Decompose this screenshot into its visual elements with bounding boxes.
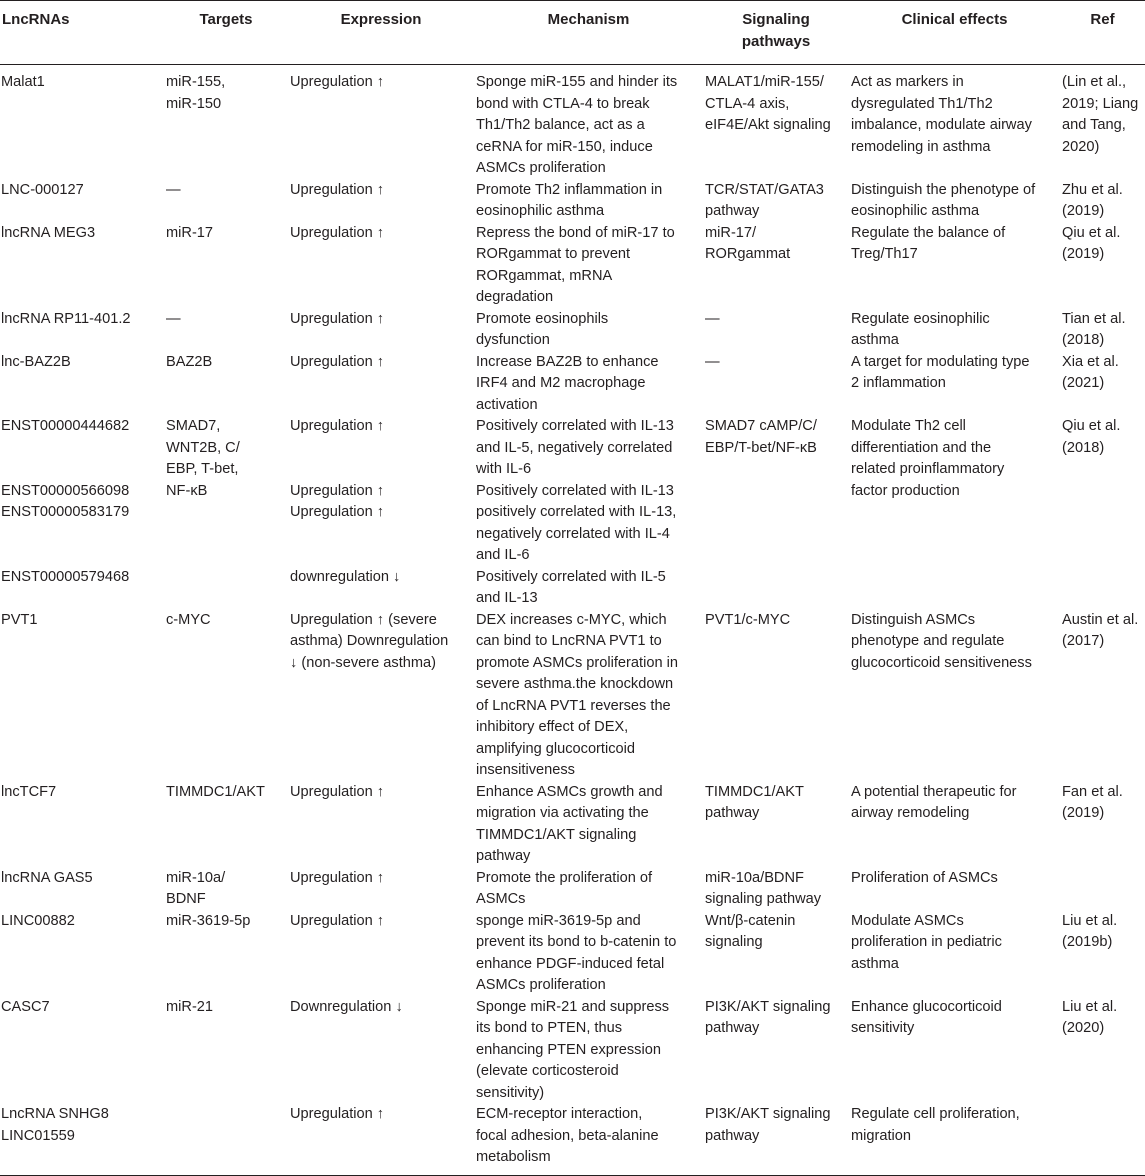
signaling-cell: PI3K/AKT signaling pathway [705,998,831,1036]
ref-cell [1060,1104,1145,1175]
ref-cell: Tian et al. (2018) [1062,310,1126,348]
targets-cell: TIMMDC1/AKT [166,783,265,800]
lncrna-cell: lncRNA MEG3 [1,224,96,241]
signaling-cell: TIMMDC1/AKT pathway [705,783,804,821]
targets-cell: NF-κB [166,482,208,499]
header-ref: Ref [1090,11,1115,28]
table-row [0,416,1145,481]
table-body [0,65,1145,1176]
table-row [0,352,1145,417]
mechanism-cell: Positively correlated with IL-13 positively correlated with IL-13, negatively correlated with IL-4 and IL-6 [476,482,677,563]
table-row [0,223,1145,309]
clinical-effects-cell: Regulate cell proliferation, migration [851,1106,1020,1144]
targets-cell: BAZ2B [166,353,213,370]
mechanism-cell: Promote Th2 inflammation in eosinophilic asthma [476,181,663,219]
signaling-cell: miR-10a/BDNF signaling pathway [705,869,822,907]
signaling-cell: Wnt/β-catenin signaling [705,912,796,950]
clinical-effects-cell: Distinguish ASMCs phenotype and regulate glucocorticoid sensitiveness [851,611,1032,671]
table-row [0,911,1145,997]
mechanism-cell: Promote eosinophils dysfunction [476,310,609,348]
table-row [0,868,1145,911]
lncrna-cell: PVT1 [1,611,38,628]
signaling-cell: PI3K/AKT signaling pathway [705,1106,831,1144]
signaling-cell: SMAD7 cAMP/C/ EBP/T-bet/NF-κB [705,418,817,456]
table-row [0,997,1145,1105]
ref-cell: Liu et al. (2020) [1062,998,1118,1036]
targets-cell [164,567,288,610]
clinical-effects-cell: Distinguish the phenotype of eosinophilic asthma [851,181,1036,219]
mechanism-cell: Promote the proliferation of ASMCs [476,869,653,907]
expression-cell: Upregulation ↑ [290,1106,385,1122]
header-targets: Targets [199,11,253,28]
signaling-cell: MALAT1/miR-155/ CTLA-4 axis, eIF4E/Akt signaling [705,74,831,133]
clinical-effects-cell: Enhance glucocorticoid sensitivity [851,998,1002,1036]
targets-cell: miR-10a/ BDNF [166,869,226,907]
table-row [0,481,1145,567]
expression-cell: Upregulation ↑ [290,418,385,434]
signaling-cell: TCR/STAT/GATA3 pathway [705,181,824,219]
lncrna-cell: lncRNA RP11-401.2 [1,310,131,327]
signaling-cell [703,567,849,610]
ref-cell: Austin et al. (2017) [1062,611,1139,649]
expression-cell: Upregulation ↑ (severe asthma) Downregulation ↓ (non-severe asthma) [290,611,449,671]
clinical-effects-cell: Regulate eosinophilic asthma [851,310,990,348]
targets-cell: miR-3619-5p [166,912,251,929]
mechanism-cell: ECM-receptor interaction, focal adhesion, beta-alanine metabolism [476,1106,659,1165]
clinical-effects-cell: A potential therapeutic for airway remodeling [851,783,1017,821]
expression-cell: Upregulation ↑ Upregulation ↑ [290,482,385,520]
ref-cell: Liu et al. (2019b) [1062,912,1118,950]
ref-cell: Zhu et al. (2019) [1062,181,1123,219]
lncrna-cell: lncRNA GAS5 [1,869,93,886]
targets-cell: miR-17 [166,224,214,241]
ref-cell: Fan et al. (2019) [1062,783,1123,821]
table-row [0,309,1145,352]
mechanism-cell: Enhance ASMCs growth and migration via activating the TIMMDC1/AKT signaling pathway [476,783,663,864]
lncrna-cell: lnc-BAZ2B [1,353,71,370]
expression-cell: Upregulation ↑ [290,783,385,800]
signaling-cell: — [705,310,720,327]
lncrna-cell: LINC00882 [1,912,75,929]
lncrna-cell: Malat1 [1,74,45,90]
lncrna-cell: LncRNA SNHG8 LINC01559 [1,1106,109,1144]
mechanism-cell: DEX increases c-MYC, which can bind to LncRNA PVT1 to promote ASMCs proliferation in severe asthma.the knockdown of LncRNA PVT1 reverses the inhibitory effect of DEX, amplifying glucocorticoid insensitiveness [476,611,678,778]
table-row [0,610,1145,782]
signaling-cell [703,481,849,567]
header-lncrnas: LncRNAs [2,11,70,28]
expression-cell: Upregulation ↑ [290,869,385,886]
ref-cell: (Lin et al., 2019; Liang and Tang, 2020) [1062,74,1139,155]
mechanism-cell: Sponge miR-21 and suppress its bond to PTEN, thus enhancing PTEN expression (elevate corticosteroid sensitivity) [476,998,670,1101]
mechanism-cell: Repress the bond of miR-17 to RORgammat to prevent RORgammat, mRNA degradation [476,224,675,305]
signaling-cell: miR-17/ RORgammat [705,224,791,262]
clinical-effects-cell: factor production [851,482,960,499]
expression-cell: Upregulation ↑ [290,224,385,241]
mechanism-cell: Increase BAZ2B to enhance IRF4 and M2 macrophage activation [476,353,659,413]
header-signaling-pathways: Signaling pathways [741,11,811,50]
clinical-effects-cell: Modulate Th2 cell differentiation and the related proinflammatory [851,418,1005,477]
ref-cell [1060,567,1145,610]
expression-cell: Upregulation ↑ [290,353,385,370]
clinical-effects-cell: Act as markers in dysregulated Th1/Th2 imbalance, modulate airway remodeling in asthma [851,74,1032,155]
ref-cell [1060,868,1145,911]
signaling-cell: — [705,353,720,370]
lncrna-cell: ENST00000579468 [1,568,130,585]
targets-cell: SMAD7, WNT2B, C/ EBP, T-bet, [166,418,240,477]
table-row [0,1104,1145,1175]
targets-cell: miR-21 [166,998,214,1015]
expression-cell: Upregulation ↑ [290,74,385,90]
header-mechanism: Mechanism [547,11,630,28]
clinical-effects-cell [849,567,1060,610]
signaling-cell: PVT1/c-MYC [705,611,791,628]
expression-cell: Upregulation ↑ [290,181,385,198]
targets-cell: miR-155, miR-150 [166,74,226,112]
lncrna-cell: LNC-000127 [1,181,84,198]
header-expression: Expression [340,11,422,28]
lncrna-cell: lncTCF7 [1,783,57,800]
table-row [0,567,1145,610]
expression-cell: Upregulation ↑ [290,912,385,929]
expression-cell: Downregulation ↓ [290,998,403,1015]
targets-cell: — [166,310,181,327]
targets-cell: c-MYC [166,611,211,628]
lncrna-cell: ENST00000444682 [1,418,130,434]
clinical-effects-cell: Regulate the balance of Treg/Th17 [851,224,1006,262]
clinical-effects-cell: A target for modulating type 2 inflammation [851,353,1030,391]
lncrna-cell: ENST00000566098 ENST00000583179 [1,482,130,520]
lncrna-cell: CASC7 [1,998,50,1015]
table-row [0,65,1145,180]
table-row [0,782,1145,868]
table-row [0,180,1145,223]
ref-cell: Qiu et al. (2019) [1062,224,1121,262]
mechanism-cell: Positively correlated with IL-5 and IL-13 [476,568,666,606]
expression-cell: downregulation ↓ [290,568,401,585]
ref-cell: Xia et al. (2021) [1062,353,1119,391]
targets-cell [164,1104,288,1175]
expression-cell: Upregulation ↑ [290,310,385,327]
ref-cell [1060,481,1145,567]
clinical-effects-cell: Modulate ASMCs proliferation in pediatric asthma [851,912,1002,972]
table-header-row [0,1,1145,65]
mechanism-cell: Positively correlated with IL-13 and IL-5, negatively correlated with IL-6 [476,418,674,477]
header-clinical-effects: Clinical effects [901,11,1008,28]
mechanism-cell: sponge miR-3619-5p and prevent its bond to b-catenin to enhance PDGF-induced fetal ASMCs proliferation [476,912,677,993]
mechanism-cell: Sponge miR-155 and hinder its bond with CTLA-4 to break Th1/Th2 balance, act as a ceRNA for miR-150, induce ASMCs proliferation [476,74,678,176]
ref-cell: Qiu et al. (2018) [1062,418,1121,456]
clinical-effects-cell: Proliferation of ASMCs [851,869,998,886]
targets-cell: — [166,181,181,198]
